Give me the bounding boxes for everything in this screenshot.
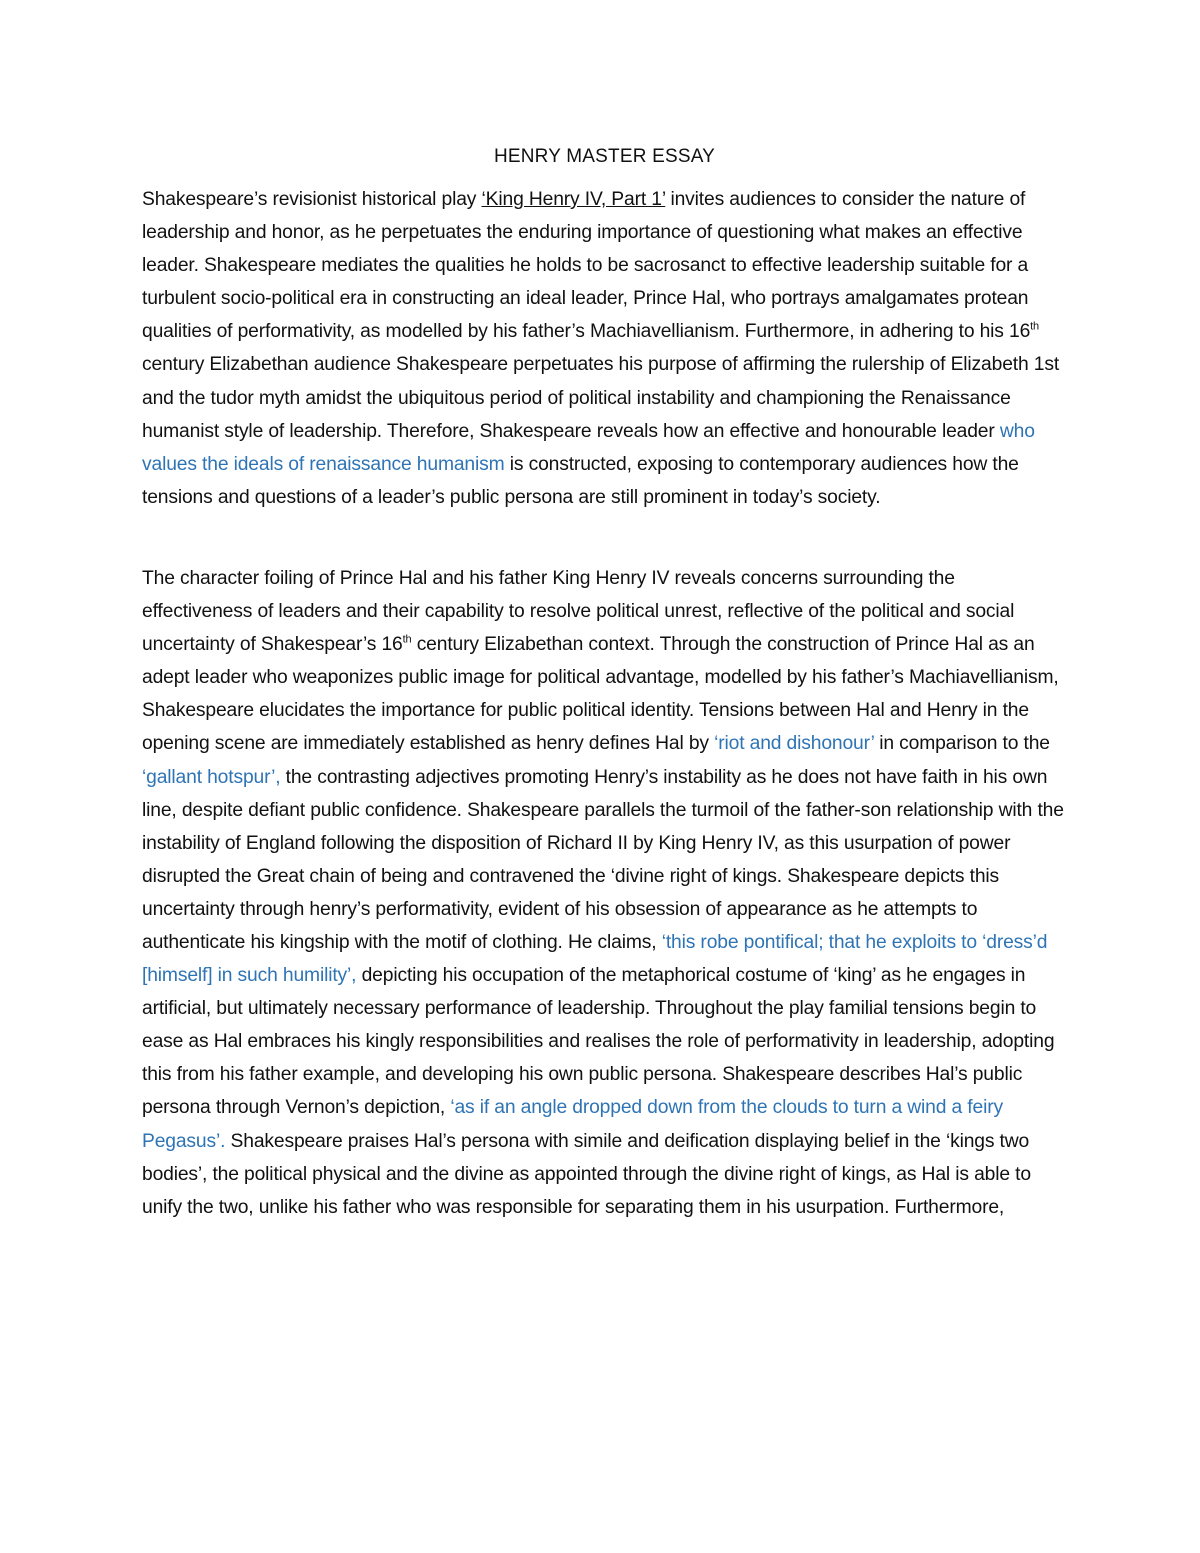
paragraph-intro: [142, 183, 1067, 514]
text-run: depicting his occupation of the metaphorical costume of ‘king’ as he engages in artificial, but ultimately necessary performance of leadership. Throughout the play familial tensions begin to ease as Hal embraces his kingly responsibilities and realises the role of performativity in leadership, adopting this from his father example, and developing his own public persona. Shakespeare describes Hal’s public persona through Vernon’s depiction,: [142, 965, 1055, 1119]
text-run: in comparison to the: [874, 733, 1050, 755]
document-page: [142, 140, 1067, 1224]
text-run: invites audiences to consider the nature of leadership and honor, as he perpetuates the enduring importance of questioning what makes an effective leader. Shakespeare mediates the qualities he holds to be sacrosanct to effective leadership suitable for a turbulent socio-political era in constructing an ideal leader, Prince Hal, who portrays amalgamates protean qualities of performativity, as modelled by his father’s Machiavellianism. Furthermore, in adhering to his 16: [142, 189, 1031, 343]
quote-text: ‘gallant hotspur’,: [142, 766, 281, 788]
quote-text: ‘as if an angle dropped down from the clouds to turn a wind a feiry Pegasus’.: [142, 1097, 1003, 1152]
essay-title: HENRY MASTER ESSAY: [493, 146, 716, 167]
text-run: Shakespeare praises Hal’s persona with simile and deification displaying belief in the ‘kings two bodies’, the political physical and the divine as appointed through the divine right of kings, as Hal is able to unify the two, unlike his father who was responsible for separating them in his usurpation. Furthermore,: [142, 1130, 1031, 1218]
paragraph-body: [142, 562, 1067, 1224]
text-run: century Elizabethan audience Shakespeare perpetuates his purpose of affirming the rulership of Elizabeth 1st and the tudor myth amidst the ubiquitous period of political instability and championing the Renaissance humanist style of leadership. Therefore, Shakespeare reveals how an effective and honourable leader: [142, 354, 1060, 442]
superscript: th: [1030, 320, 1040, 333]
text-run: Shakespeare’s revisionist historical play: [142, 189, 482, 210]
superscript: th: [402, 633, 412, 646]
quote-text: ‘riot and dishonour’: [714, 733, 875, 755]
text-run: the contrasting adjectives promoting Henry’s instability as he does not have faith in his own line, despite defiant public confidence. Shakespeare parallels the turmoil of the father-son relationship with the instability of England following the disposition of Richard II by King Henry IV, as this usurpation of power disrupted the Great chain of being and contravened the ‘divine right of kings. Shakespeare depicts this uncertainty through henry’s performativity, evident of his obsession of appearance as he attempts to authenticate his kingship with the motif of clothing. He claims,: [142, 766, 1064, 953]
text-run: is constructed, exposing to contemporary audiences how the tensions and questions of a leader’s public persona are still prominent in today’s society.: [142, 453, 1019, 508]
highlighted-text: who values the ideals of renaissance humanism: [142, 420, 1035, 475]
quote-text: ‘this robe pontifical; that he exploits to ‘dress’d [himself] in such humility’,: [142, 931, 1048, 987]
text-run: The character foiling of Prince Hal and his father King Henry IV reveals concerns surrounding the effectiveness of leaders and their capability to resolve political unrest, reflective of the political and social uncertainty of Shakespear’s 16: [142, 567, 1015, 656]
text-run: century Elizabethan context. Through the construction of Prince Hal as an adept leader who weaponizes public image for political advantage, modelled by his father’s Machiavellianism, Shakespeare elucidates the importance for public political identity. Tensions between Hal and Henry in the opening scene are immediately established as henry defines Hal by: [142, 634, 1059, 755]
play-title: ‘King Henry IV, Part 1’: [481, 189, 666, 210]
